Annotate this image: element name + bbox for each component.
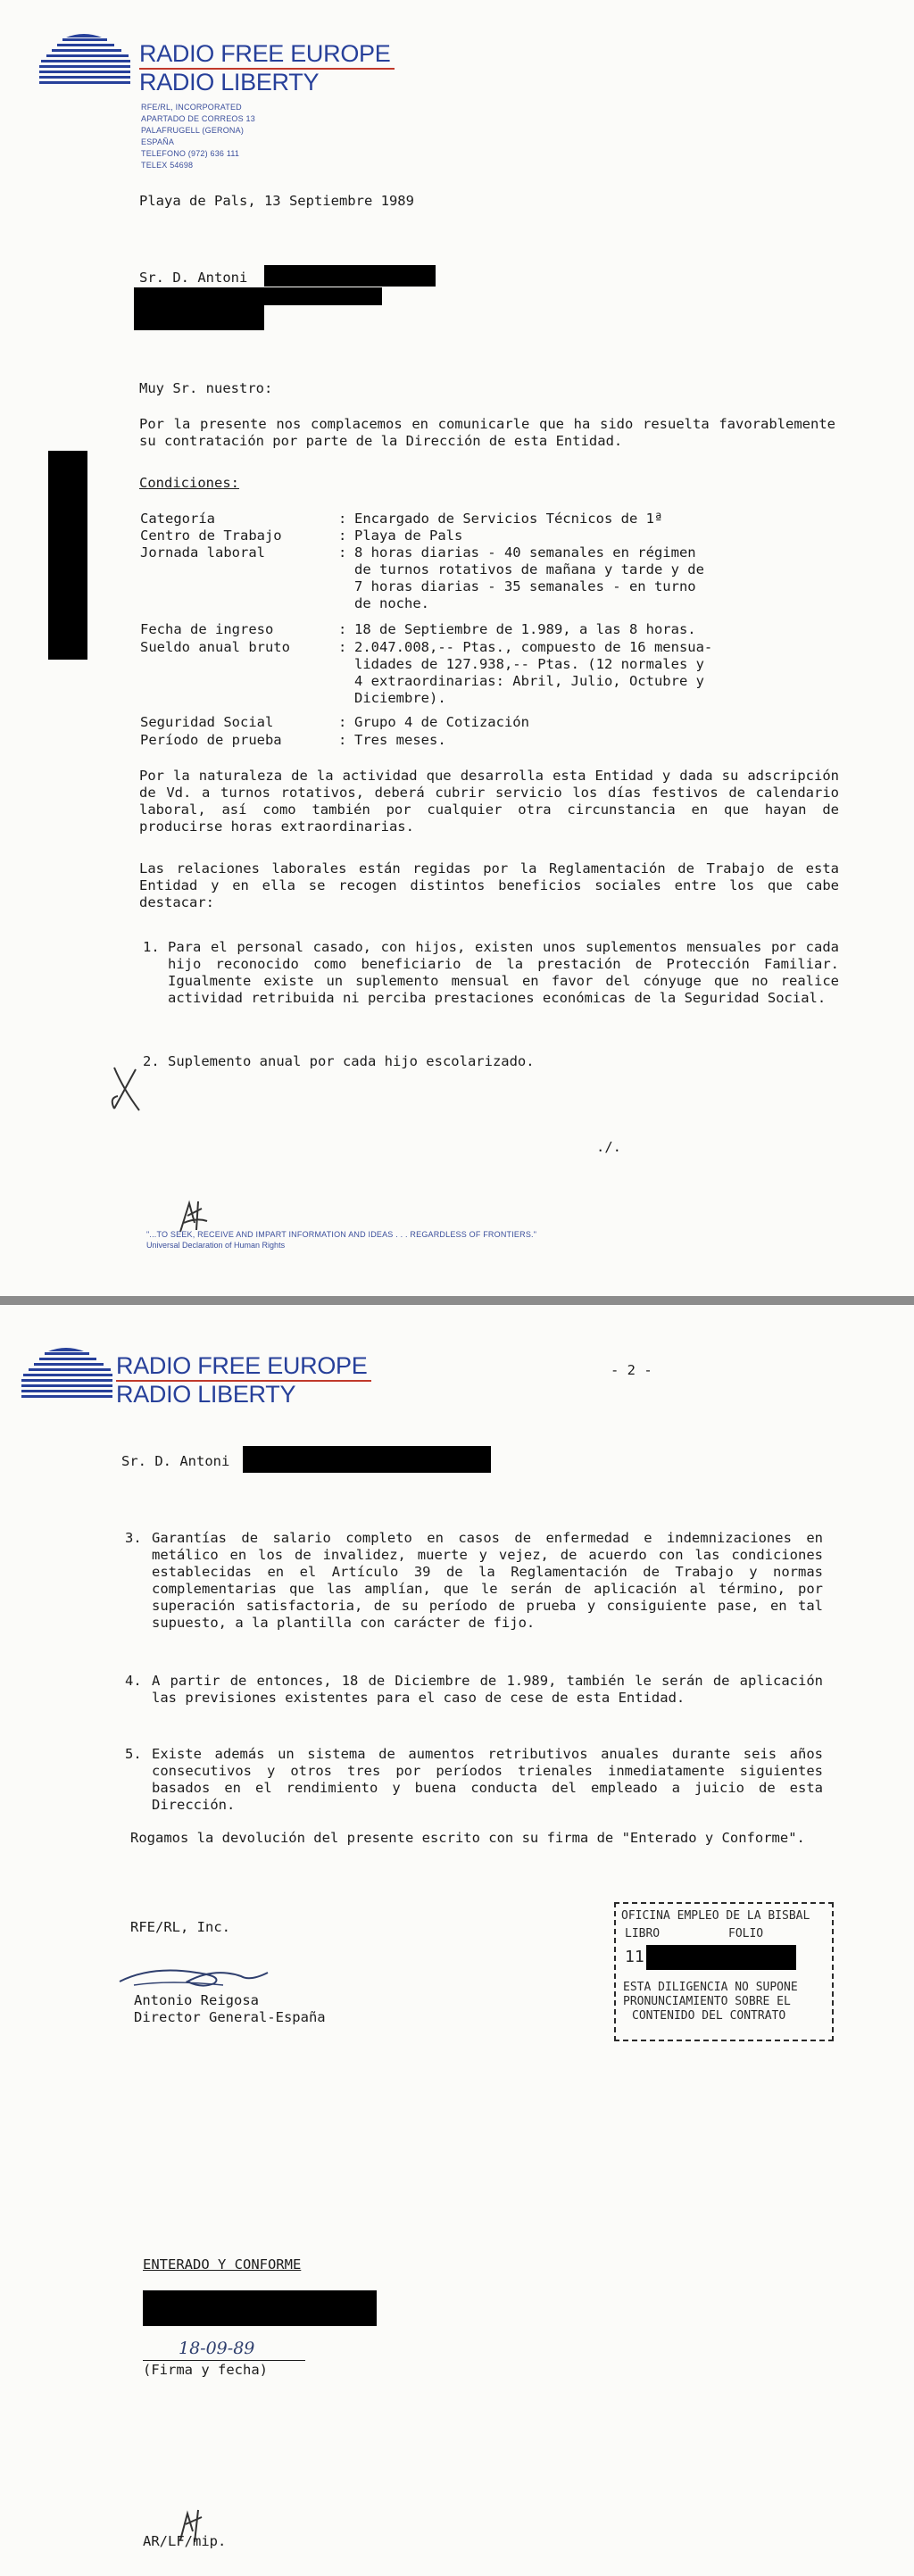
handwritten-cross-mark-icon — [107, 1062, 146, 1116]
letterhead-rfe: RADIO FREE EUROPE — [116, 1352, 368, 1379]
handwritten-date: 18-09-89 — [179, 2339, 255, 2358]
continues-mark: ./. — [596, 1139, 621, 1155]
activity-paragraph: Por la naturaleza de la actividad que desarrolla esta Entidad y dada su adscripción de Vd. a turnos rotativos, deberá cubrir servicio los días festivos de calendario laboral, así como también por cualquier otra circunstancia en que hayan de producirse horas extraordinarias. — [139, 768, 839, 835]
condition-label: Categoría — [140, 511, 215, 527]
address-line: ESPAÑA — [141, 137, 175, 146]
condition-value: 2.047.008,-- Ptas., compuesto de 16 mensua- lidades de 127.938,-- Ptas. (12 normales y 4 extraordinarias: Abril, Julio, Octubre y Diciembre). — [354, 639, 713, 706]
letter-page-2 — [0, 1305, 914, 2576]
letter-page-1: RADIO FREE EUROPE RADIO LIBERTY RFE/RL, INCORPORATED APARTADO DE CORREOS 13 PALAFRUGELL (GERONA) ESPAÑA TELEFONO (972) 636 111 TELEX 54698 Playa de Pals, 13 Septiembre 1989 Sr. D. Antoni Muy Sr. nuestro: Por la presente nos complacemos en comunicarle que ha sido resuelta favorablemente su contratación por parte de la Dirección de esta Entidad. Condiciones: Categoría : Encargado de Servicios Técnicos de 1ª Centro de Trabajo : Playa de Pals Jornada laboral : 8 horas diarias - 40 semanales en régimen de turnos rotativos de mañana y tarde y de 7 horas diarias - 35 semanales - en turno de noche. Fecha de ingreso : 18 de Septiembre de 1.989, a las 8 horas. Sueldo anual bruto : 2.047.008,-- Ptas., compuesto de 16 mensua- lidades de 127.938,-- Ptas. (12 normales y 4 extraordinarias: Abril, Julio, Octubre y Diciembre). Seguridad Social : Grupo 4 de Cotización Período de prueba : Tres meses. Por la naturaleza de la actividad que desarrolla esta Entidad y dada su adscripción de Vd. a turnos rotativos, deberá cubrir servicio los días festivos de calendario laboral, así como también por cualquier otra circunstancia en que hayan de producirse horas extraordinarias. Las relaciones laborales están regidas por la Reglamentación de Trabajo de esta Entidad y en ella se recogen distintos beneficios sociales entre los que cabe destacar: 1. Para el personal casado, con hijos, existen unos suplementos mensuales por cada hijo reconocido como beneficiario de la prestación de Protección Familiar. Igualmente existe un suplemento mensual en favor del cónyuge que no realice actividad retribuida ni perciba prestaciones económicas de la Seguridad Social. 2. Suplemento anual por cada hijo escolarizado. ./. "...TO SEEK, RECEIVE AND IMPART INFORMATION AND IDEAS . . . REGARDLESS OF FRONTIERS." Universal Declaration of Human Rights — [0, 0, 914, 1296]
letterhead-rl: RADIO LIBERTY — [139, 69, 320, 96]
address-line: PALAFRUGELL (GERONA) — [141, 126, 245, 135]
condition-label: Período de prueba — [140, 732, 282, 748]
redaction-box — [143, 2290, 377, 2326]
redaction-box — [646, 1945, 796, 1970]
relations-paragraph: Las relaciones laborales están regidas por la Reglamentación de Trabajo de esta Entidad y en ella se recogen distintos beneficios sociales entre los que cabe destacar: — [139, 860, 839, 910]
stamp-line: ESTA DILIGENCIA NO SUPONE — [623, 1981, 798, 1994]
employment-office-stamp — [614, 1902, 834, 2041]
redaction-box — [264, 265, 436, 287]
benefit-item-4: A partir de entonces, 18 de Diciembre de 1.989, también le serán de aplicación las previsiones existentes para el caso de cese de esta Entidad. — [152, 1673, 823, 1706]
benefit-item-1: Para el personal casado, con hijos, existen unos suplementos mensuales por cada hijo reconocido como beneficiario de la prestación de Protección Familiar. Igualmente existe un suplemento mensual en favor del cónyuge que no realice actividad retribuida ni perciba prestaciones económicas de la Seguridad Social. — [168, 939, 839, 1006]
list-item-number: 5. — [125, 1746, 142, 1762]
redaction-box — [134, 287, 382, 305]
redaction-box — [134, 305, 264, 330]
condition-label: Seguridad Social — [140, 714, 274, 730]
stamp-office: OFICINA EMPLEO DE LA BISBAL — [621, 1909, 810, 1923]
rferl-globe-logo-icon — [39, 32, 130, 95]
page-separator — [0, 1296, 914, 1305]
recipient-name: Sr. D. Antoni — [121, 1453, 230, 1469]
company-name: RFE/RL, Inc. — [130, 1919, 230, 1935]
condition-label: Sueldo anual bruto — [140, 639, 290, 655]
address-line: TELEX 54698 — [141, 161, 194, 170]
address-line: APARTADO DE CORREOS 13 — [141, 114, 255, 123]
condition-value: Playa de Pals — [354, 528, 463, 544]
accept-heading: ENTERADO Y CONFORME — [143, 2256, 302, 2273]
conditions-heading: Condiciones: — [139, 475, 239, 491]
list-item-number: 2. — [143, 1053, 160, 1069]
intro-paragraph: Por la presente nos complacemos en comunicarle que ha sido resuelta favorablemente su contratación por parte de la Dirección de esta Entidad. — [139, 416, 835, 449]
page-number: - 2 - — [611, 1362, 652, 1378]
condition-label: Centro de Trabajo — [140, 528, 282, 544]
list-item-number: 3. — [125, 1530, 142, 1546]
recipient-name: Sr. D. Antoni — [139, 270, 248, 286]
list-item-number: 4. — [125, 1673, 142, 1689]
condition-value: 8 horas diarias - 40 semanales en régimen de turnos rotativos de mañana y tarde y de 7 horas diarias - 35 semanales - en turno de noche. — [354, 544, 704, 611]
condition-value: Grupo 4 de Cotización — [354, 714, 529, 730]
signer-title: Director General-España — [134, 2009, 326, 2025]
condition-value: 18 de Septiembre de 1.989, a las 8 horas. — [354, 621, 696, 637]
stamp-book-label: LIBRO — [625, 1927, 661, 1940]
address-line: RFE/RL, INCORPORATED — [141, 103, 242, 112]
stamp-line: PRONUNCIAMIENTO SOBRE EL — [623, 1995, 791, 2008]
letterhead-rl: RADIO LIBERTY — [116, 1381, 296, 1408]
address-line: TELEFONO (972) 636 111 — [141, 149, 240, 158]
condition-value: Tres meses. — [354, 732, 446, 748]
benefit-item-5: Existe además un sistema de aumentos retributivos anuales durante seis años consecutivos y otros tres por períodos trienales inmediatamente siguientes basados en el rendimiento y buena conducta del empleado a juicio de esta Dirección. — [152, 1746, 823, 1813]
benefit-item-3: Garantías de salario completo en casos de enfermedad e indemnizaciones en metálico en los de invalidez, muerte y vejez, de acuerdo con las condiciones establecidas en el Artículo 39 de la Reglamentación de Trabajo y normas complementarias que las amplían, que le serán de aplicación al término, por superación satisfactoria, de su período de prueba y consiguiente pase, en tal supuesto, a la plantilla con carácter de fijo. — [152, 1530, 823, 1631]
redaction-box — [243, 1446, 491, 1473]
footer-source: Universal Declaration of Human Rights — [146, 1241, 286, 1250]
letterhead-address — [141, 102, 255, 171]
signature-line — [143, 2360, 305, 2361]
signer-name: Antonio Reigosa — [134, 1992, 259, 2008]
condition-label: Jornada laboral — [140, 544, 265, 561]
redaction-box — [48, 451, 87, 660]
reference-code: AR/LF/mip. — [143, 2533, 227, 2549]
rferl-globe-logo-icon — [21, 1346, 112, 1408]
sign-date-label: (Firma y fecha) — [143, 2362, 268, 2378]
salutation: Muy Sr. nuestro: — [139, 380, 273, 396]
condition-value: Encargado de Servicios Técnicos de 1ª — [354, 511, 663, 527]
condition-label: Fecha de ingreso — [140, 621, 274, 637]
stamp-line: CONTENIDO DEL CONTRATO — [632, 2009, 786, 2023]
director-signature-icon — [116, 1960, 277, 1990]
stamp-number: 11 — [625, 1948, 644, 1966]
list-item-number: 1. — [143, 939, 160, 955]
benefit-item-2: Suplemento anual por cada hijo escolarizado. — [168, 1053, 535, 1069]
closing-paragraph: Rogamos la devolución del presente escrito con su firma de "Enterado y Conforme". — [130, 1830, 805, 1846]
letterhead-rfe: RADIO FREE EUROPE — [139, 40, 391, 67]
letter-date: Playa de Pals, 13 Septiembre 1989 — [139, 193, 414, 209]
stamp-folio-label: FOLIO — [728, 1927, 764, 1940]
footer-quote: "...TO SEEK, RECEIVE AND IMPART INFORMATION AND IDEAS . . . REGARDLESS OF FRONTIERS." — [146, 1230, 537, 1239]
